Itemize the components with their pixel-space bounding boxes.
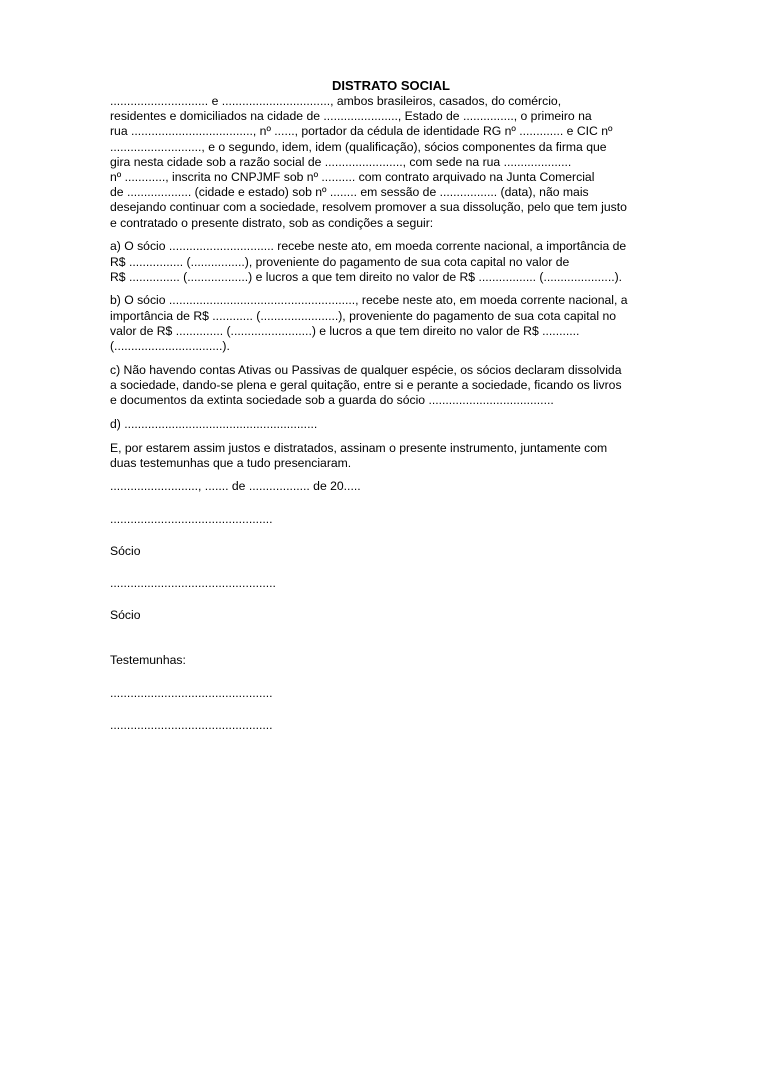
partner-label: Sócio [110, 608, 141, 623]
clause-b-line: valor de R$ .............. (........................) e lucros a que tem direito no valor de R$ ........... [110, 323, 580, 338]
partner-label: Sócio [110, 543, 141, 558]
signature-line: ................................................. [110, 576, 276, 591]
signature-block [110, 479, 662, 733]
clause-c-line: a sociedade, dando-se plena e geral quitação, entre si e perante a sociedade, ficando os livros [110, 377, 622, 392]
intro-line: gira nesta cidade sob a razão social de ......................., com sede na rua .................... [110, 154, 572, 169]
clause-c-line: e documentos da extinta sociedade sob a guarda do sócio ..................................... [110, 393, 554, 408]
intro-line: rua ...................................., nº ......, portador da cédula de identidade RG nº ............. e CIC nº [110, 124, 613, 139]
intro-line: desejando continuar com a sociedade, resolvem promover a sua dissolução, pelo que tem justo [110, 200, 627, 215]
intro-line: ..........................., e o segundo, idem, idem (qualificação), sócios componentes da firma que [110, 139, 607, 154]
signature-line: ................................................ [110, 511, 273, 526]
intro-line: de ................... (cidade e estado) sob nº ........ em sessão de ................. (data), não mais [110, 185, 589, 200]
clause-b-line: importância de R$ ............ (.......................), proveniente do pagamento de sua cota capital no [110, 308, 617, 323]
intro-line: e contratado o presente distrato, sob as condições a seguir: [110, 215, 434, 230]
closing-line: E, por estarem assim justos e distratados, assinam o presente instrumento, juntamente com [110, 440, 608, 455]
clause-a-line: R$ ............... (..................) e lucros a que tem direito no valor de R$ ................. (.....................). [110, 269, 623, 284]
witness-line: ................................................ [110, 717, 273, 732]
document-title: DISTRATO SOCIAL [332, 78, 450, 93]
date-line: .........................., ....... de .................. de 20..... [110, 479, 361, 494]
closing-line: duas testemunhas que a tudo presenciaram. [110, 455, 352, 470]
clause-c [110, 363, 662, 409]
intro-line: residentes e domiciliados na cidade de ......................, Estado de ..............., o primeiro na [110, 109, 592, 124]
intro-line: nº ............, inscrita no CNPJMF sob nº .......... com contrato arquivado na Junta Comercial [110, 170, 595, 185]
intro-paragraph [110, 94, 662, 231]
document-page [110, 78, 662, 733]
intro-line: ............................. e ................................, ambos brasileiros, casados, do comércio, [110, 94, 562, 108]
clause-a [110, 239, 662, 285]
clause-b [110, 293, 662, 354]
witness-line: ................................................ [110, 685, 273, 700]
clause-d-line: d) ......................................................... [110, 416, 318, 431]
clause-a-line: R$ ................ (................), proveniente do pagamento de sua cota capital no valor de [110, 254, 570, 269]
clause-a-line: a) O sócio ............................... recebe neste ato, em moeda corrente nacional, a importância de [110, 239, 627, 254]
witnesses-label: Testemunhas: [110, 653, 186, 668]
closing-paragraph [110, 441, 662, 471]
clause-d [110, 417, 662, 432]
clause-c-line: c) Não havendo contas Ativas ou Passivas de qualquer espécie, os sócios declaram dissolvida [110, 362, 622, 377]
clause-b-line: b) O sócio ......................................................., recebe neste ato, em moeda corrente nacional, a [110, 293, 628, 308]
clause-b-line: (................................). [110, 339, 230, 354]
